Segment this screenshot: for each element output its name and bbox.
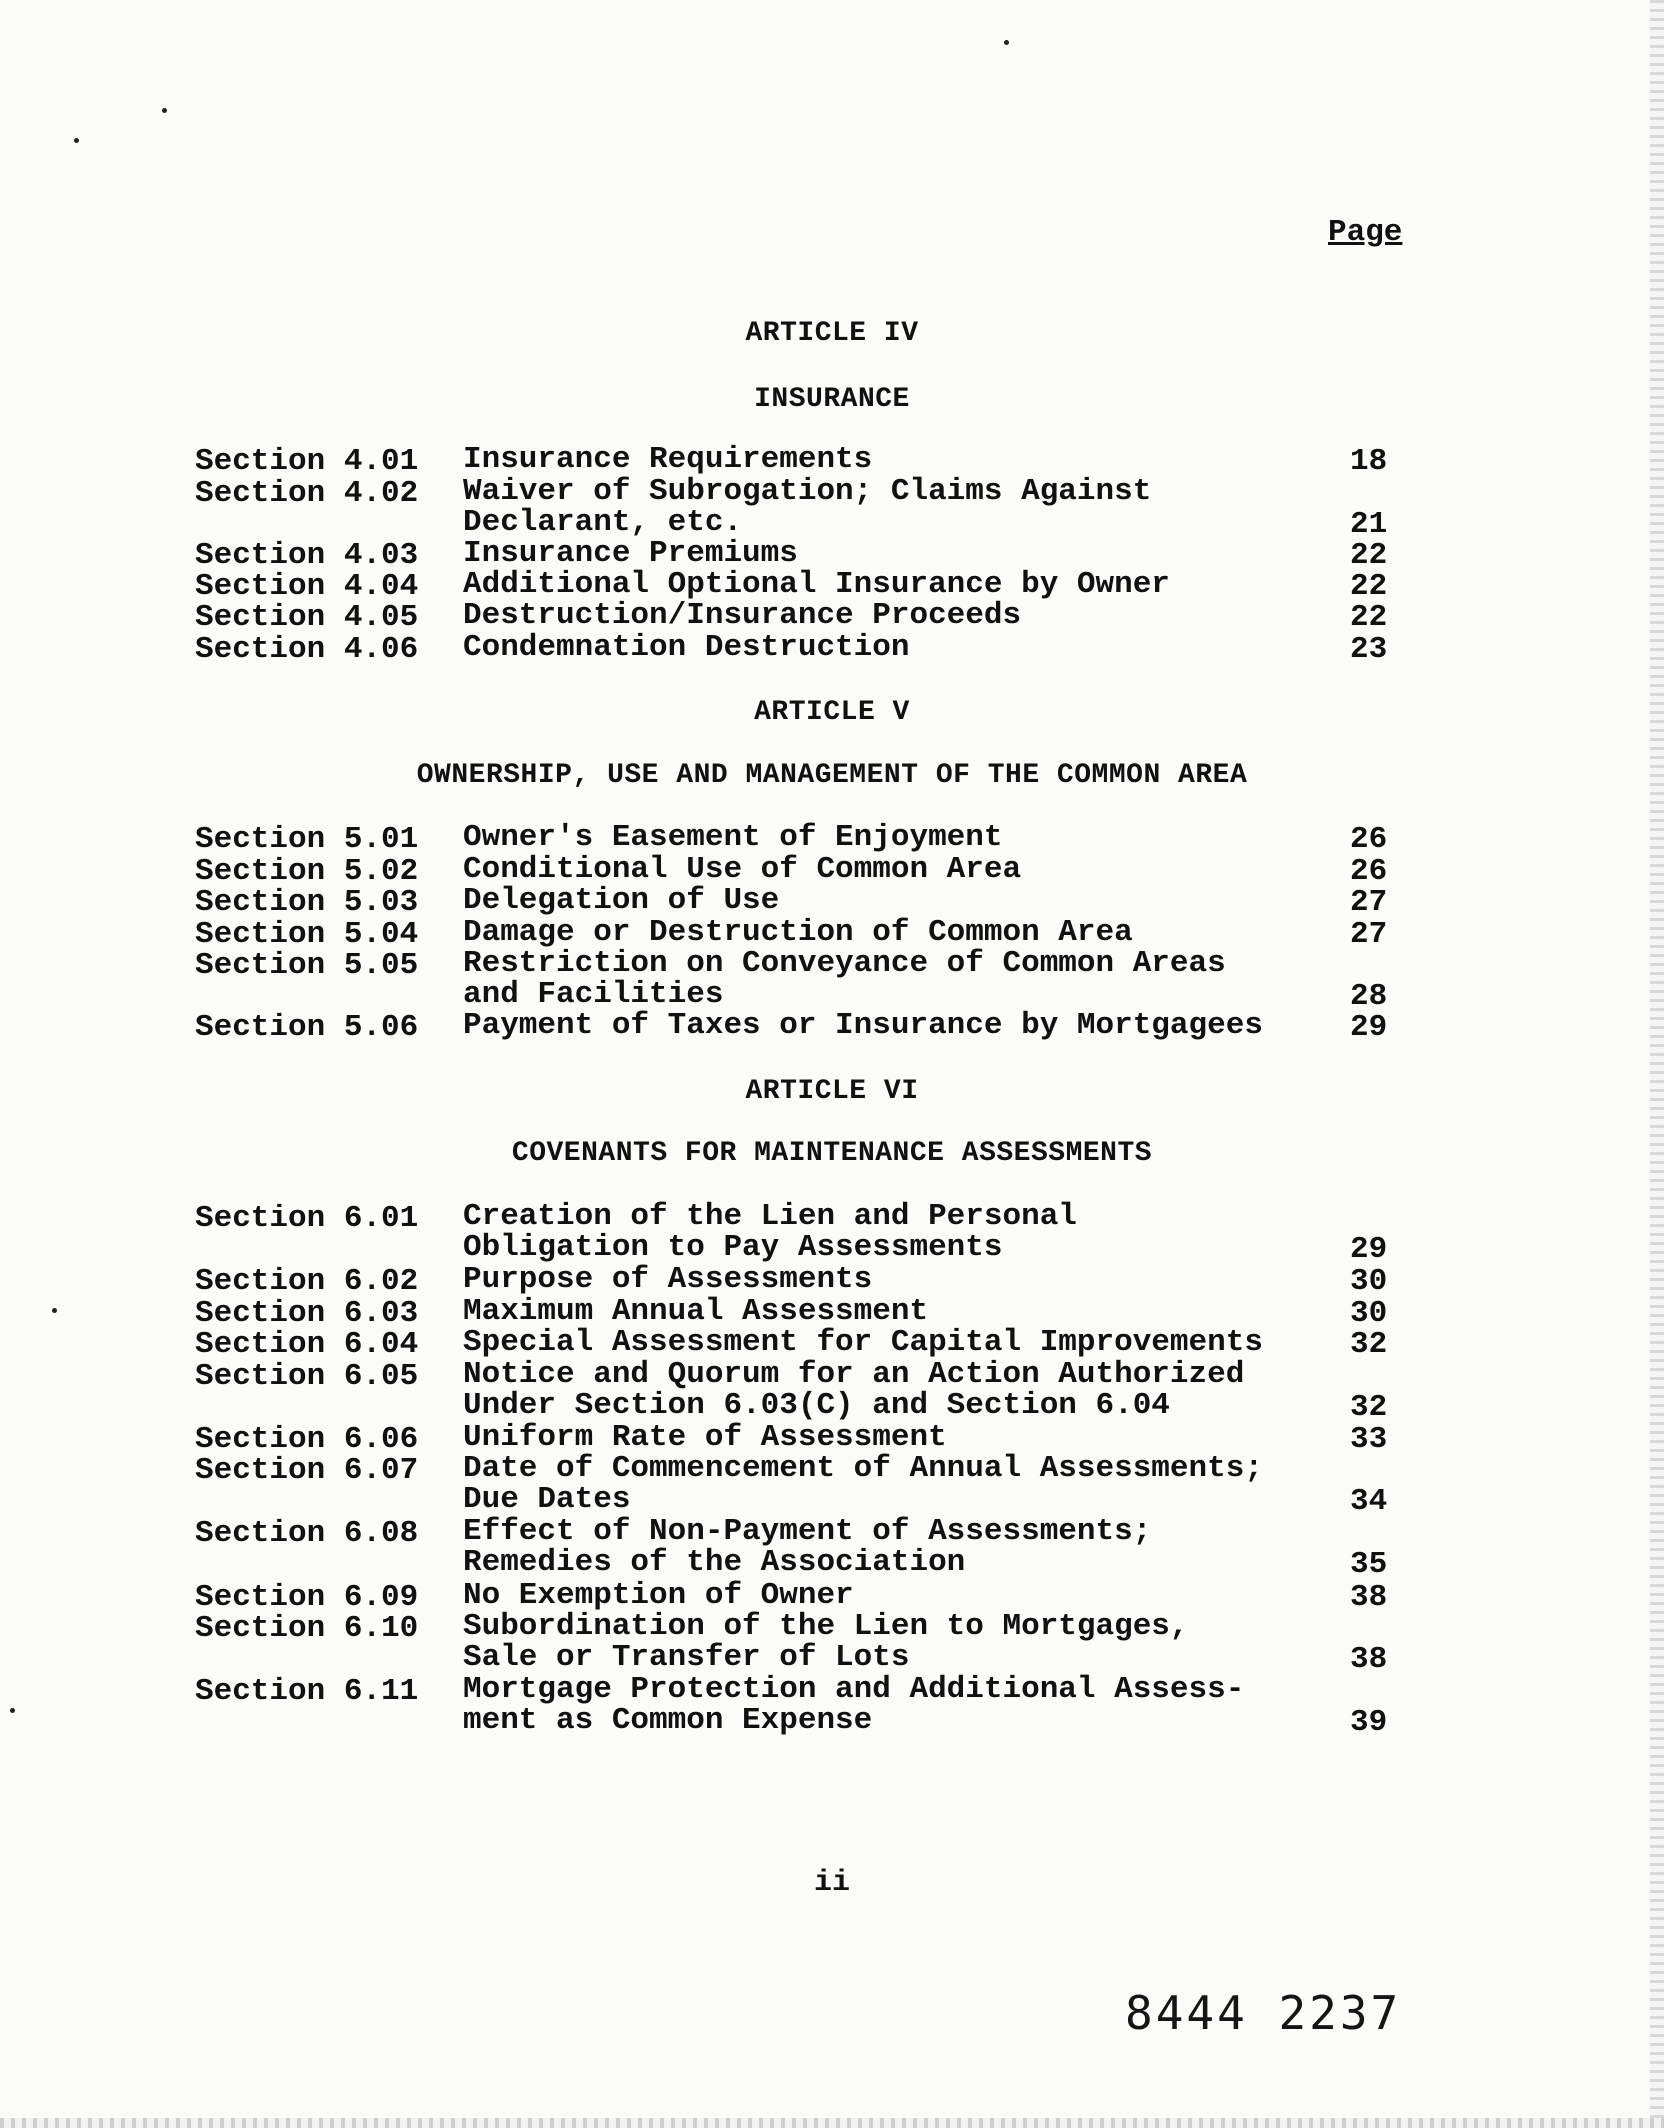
article-6-title: COVENANTS FOR MAINTENANCE ASSESSMENTS [511, 1138, 1153, 1169]
section-page: 35 [1350, 1547, 1388, 1582]
toc-row-6-05 [0, 1359, 1664, 1423]
section-page: 38 [1350, 1580, 1388, 1615]
section-title: Maximum Annual Assessment [463, 1294, 929, 1329]
section-page: 34 [1350, 1484, 1388, 1519]
section-number: Section 6.03 [195, 1296, 419, 1331]
section-title: Special Assessment for Capital Improvements [463, 1325, 1263, 1360]
section-page: 26 [1350, 854, 1388, 889]
section-page: 39 [1350, 1705, 1388, 1740]
section-number: Section 6.01 [195, 1201, 419, 1236]
section-title: Notice and Quorum for an Action Authorized Under Section 6.03(C) and Section 6.04 [463, 1357, 1245, 1423]
section-title: Purpose of Assessments [463, 1262, 873, 1297]
section-page: 38 [1350, 1642, 1388, 1677]
section-number: Section 5.06 [195, 1010, 419, 1045]
section-number: Section 6.09 [195, 1580, 419, 1615]
section-title: Damage or Destruction of Common Area [463, 915, 1133, 950]
section-title: Destruction/Insurance Proceeds [463, 598, 1022, 633]
section-title: Effect of Non-Payment of Assessments; Remedies of the Association [463, 1514, 1152, 1580]
section-title: Insurance Premiums [463, 536, 798, 571]
section-page: 21 [1350, 507, 1388, 542]
section-number: Section 4.04 [195, 569, 419, 604]
section-number: Section 6.06 [195, 1422, 419, 1457]
section-number: Section 4.06 [195, 632, 419, 667]
document-number: 8444 2237 [1125, 1986, 1402, 2040]
scan-speck [52, 1308, 57, 1313]
section-page: 29 [1350, 1010, 1388, 1045]
section-number: Section 4.01 [195, 444, 419, 479]
toc-row-6-07 [0, 1453, 1664, 1517]
section-number: Section 6.11 [195, 1674, 419, 1709]
section-number: Section 5.03 [195, 885, 419, 920]
section-number: Section 6.02 [195, 1264, 419, 1299]
toc-row-6-10 [0, 1611, 1664, 1675]
scan-speck [162, 108, 167, 113]
section-title: Delegation of Use [463, 883, 780, 918]
section-page: 22 [1350, 538, 1388, 573]
section-number: Section 5.02 [195, 854, 419, 889]
section-title: Condemnation Destruction [463, 630, 910, 665]
section-title: Owner's Easement of Enjoyment [463, 820, 1003, 855]
section-page: 22 [1350, 569, 1388, 604]
section-number: Section 6.05 [195, 1359, 419, 1394]
section-title: Conditional Use of Common Area [463, 852, 1022, 887]
section-page: 18 [1350, 444, 1388, 479]
toc-row-5-05 [0, 948, 1664, 1012]
article-5-number: ARTICLE V [754, 697, 910, 728]
section-title: Creation of the Lien and Personal Obligation to Pay Assessments [463, 1199, 1077, 1265]
section-number: Section 6.08 [195, 1516, 419, 1551]
scan-edge-bottom [0, 2118, 1664, 2128]
section-number: Section 6.07 [195, 1453, 419, 1488]
article-5-title: OWNERSHIP, USE AND MANAGEMENT OF THE COMMON AREA [416, 760, 1248, 791]
article-6-number: ARTICLE VI [745, 1076, 919, 1107]
section-number: Section 6.04 [195, 1327, 419, 1362]
section-title: Insurance Requirements [463, 442, 873, 477]
section-page: 32 [1350, 1327, 1388, 1362]
section-number: Section 5.04 [195, 917, 419, 952]
section-number: Section 4.05 [195, 600, 419, 635]
article-4-number: ARTICLE IV [745, 318, 919, 349]
section-page: 27 [1350, 885, 1388, 920]
section-title: Payment of Taxes or Insurance by Mortgagees [463, 1008, 1263, 1043]
section-number: Section 4.03 [195, 538, 419, 573]
section-number: Section 5.01 [195, 822, 419, 857]
section-title: Waiver of Subrogation; Claims Against Declarant, etc. [463, 474, 1152, 540]
section-page: 27 [1350, 917, 1388, 952]
section-page: 33 [1350, 1422, 1388, 1457]
section-page: 30 [1350, 1296, 1388, 1331]
toc-row-6-08 [0, 1516, 1664, 1580]
section-page: 23 [1350, 632, 1388, 667]
scan-edge-right [1650, 0, 1664, 2128]
section-title: Uniform Rate of Assessment [463, 1420, 947, 1455]
toc-row-4-06 [0, 632, 1664, 696]
scan-speck [1004, 40, 1009, 45]
section-title: Restriction on Conveyance of Common Areas and Facilities [463, 946, 1226, 1012]
section-page: 28 [1350, 979, 1388, 1014]
section-title: Subordination of the Lien to Mortgages, Sale or Transfer of Lots [463, 1609, 1189, 1675]
section-title: Date of Commencement of Annual Assessments; Due Dates [463, 1451, 1263, 1517]
page-number: ii [813, 1866, 850, 1900]
toc-row-5-06 [0, 1010, 1664, 1074]
page-column-label: Page [1328, 215, 1403, 250]
section-page: 29 [1350, 1232, 1388, 1267]
scan-speck [74, 138, 79, 143]
toc-row-6-01 [0, 1201, 1664, 1265]
toc-row-6-11 [0, 1674, 1664, 1738]
section-title: Mortgage Protection and Additional Assess- ment as Common Expense [463, 1672, 1245, 1738]
section-number: Section 5.05 [195, 948, 419, 983]
section-page: 22 [1350, 600, 1388, 635]
section-page: 30 [1350, 1264, 1388, 1299]
section-number: Section 4.02 [195, 476, 419, 511]
section-title: No Exemption of Owner [463, 1578, 854, 1613]
section-number: Section 6.10 [195, 1611, 419, 1646]
article-4-title: INSURANCE [754, 384, 910, 415]
section-title: Additional Optional Insurance by Owner [463, 567, 1170, 602]
scan-speck [10, 1708, 15, 1713]
toc-row-4-02 [0, 476, 1664, 540]
section-page: 32 [1350, 1390, 1388, 1425]
section-page: 26 [1350, 822, 1388, 857]
